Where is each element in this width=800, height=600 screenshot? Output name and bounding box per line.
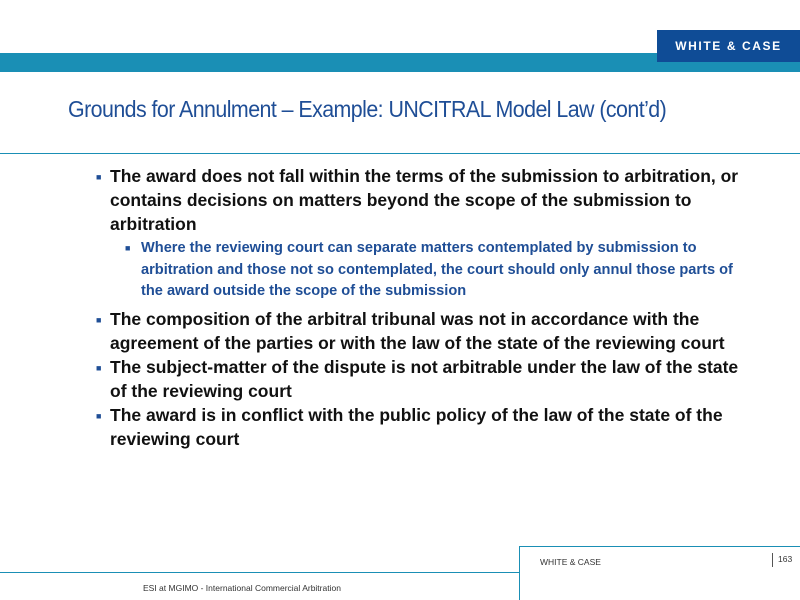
sub-bullet-item: [125, 238, 739, 303]
bullet-text: The composition of the arbitral tribunal was not in accordance with the agreement of the parties or with the law of the state of the reviewing court: [110, 308, 725, 353]
footer-brand: WHITE & CASE: [540, 557, 601, 567]
page-number: 163: [778, 554, 793, 564]
bullet-item: [94, 403, 739, 451]
bullet-item: [94, 307, 739, 355]
square-bullet-icon: ■: [96, 314, 102, 325]
square-bullet-icon: ■: [96, 410, 102, 421]
bullet-text: The award does not fall within the terms of the submission to arbitration, or contains decisions on matters beyond the scope of the submission to arbitration: [110, 166, 739, 234]
white-case-logo: [657, 30, 800, 62]
sub-bullet-text: Where the reviewing court can separate matters contemplated by submission to arbitration and those not so contemplated, the court should only annul those parts of the award outside the scope of the submission: [141, 240, 733, 299]
footer-divider: [772, 553, 773, 567]
square-bullet-icon: ■: [96, 362, 102, 373]
bullet-item: [94, 355, 739, 403]
bullet-list: [94, 164, 739, 451]
logo-text: WHITE & CASE: [675, 39, 782, 53]
bullet-text: The award is in conflict with the public policy of the law of the state of the reviewing court: [110, 404, 723, 449]
footer-course-title: ESI at MGIMO - International Commercial Arbitration: [143, 583, 341, 593]
bullet-item: [94, 164, 739, 236]
square-bullet-icon: ■: [125, 243, 131, 253]
square-bullet-icon: ■: [96, 172, 102, 182]
slide-title: Grounds for Annulment – Example: UNCITRAL Model Law (cont’d): [68, 96, 667, 122]
bullet-text: The subject-matter of the dispute is not arbitrable under the law of the state of the reviewing court: [110, 356, 739, 401]
title-divider: [0, 153, 800, 154]
